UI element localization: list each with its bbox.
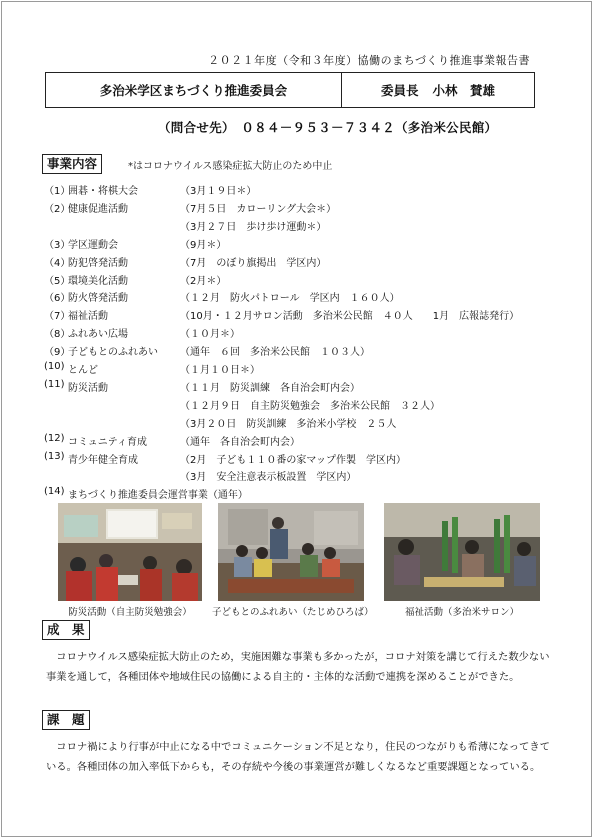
activity-number: (14) (44, 486, 65, 498)
report-title: ２０２１年度（令和３年度）協働のまちづくり推進事業報告書 (208, 54, 530, 67)
activity-number (44, 415, 68, 431)
activity-detail: （3月１９日＊） (180, 186, 257, 197)
activity-row (44, 325, 240, 341)
activity-number: (12) (44, 432, 65, 444)
activity-name: 環境美化活動 (68, 275, 128, 287)
activity-detail: （3月２７日 歩け歩け運動＊） (180, 221, 327, 233)
activity-row (44, 218, 326, 234)
header-table (45, 72, 535, 108)
activity-number: （4） (44, 257, 71, 269)
activity-name: まちづくり推進委員会運営事業（通年） (68, 490, 248, 502)
activity-name: 囲碁・将棋大会 (68, 186, 138, 197)
activity-row (44, 379, 360, 395)
activity-detail: （2月＊） (180, 275, 227, 287)
activity-name: 青少年健全育成 (68, 454, 138, 466)
activity-name (68, 415, 180, 431)
activity-number: （1） (44, 186, 71, 197)
activity-name (68, 468, 180, 484)
activity-detail: （１月１０日＊） (180, 365, 260, 376)
activity-detail: （2月 子ども１１０番の家マップ作製 学区内） (180, 454, 406, 466)
activity-row (44, 486, 248, 502)
activity-number: (13) (44, 450, 65, 462)
activity-name: とんど (68, 365, 98, 376)
photo-disaster-study (58, 503, 202, 601)
results-text: コロナウイルス感染症拡大防止のため，実施困難な事業も多かったが，コロナ対策を講じて行えた数少ない事業を通して，各種団体や地域住民の協働による自主的・主体的な活動で連携を深めることができた。 (46, 651, 550, 683)
activity-row (44, 200, 336, 216)
activity-name: 防犯啓発活動 (68, 257, 128, 269)
activity-row (44, 433, 300, 449)
activity-name: 防火啓発活動 (68, 293, 128, 305)
activity-name: 福祉活動 (68, 311, 108, 323)
activity-row (44, 236, 226, 252)
activities-note: *はコロナウイルス感染症拡大防止のため中止 (128, 161, 333, 172)
activity-number: （2） (44, 203, 71, 215)
activity-number: （9） (44, 347, 71, 359)
activity-detail: （10月・１２月サロン活動 多治米公民館 ４０人 1月 広報誌発行） (180, 311, 520, 323)
issues-heading: 課 題 (42, 710, 90, 730)
activity-number: （8） (44, 329, 71, 341)
photo-caption-3: 福祉活動（多治米サロン） (404, 607, 519, 618)
activity-number: （3） (44, 239, 71, 251)
activity-number (44, 397, 68, 413)
activity-detail: （通年 ６回 多治米公民館 １０３人） (180, 347, 370, 359)
activity-row (44, 307, 519, 323)
activity-number (44, 218, 68, 234)
activity-row (44, 451, 406, 467)
activity-row (44, 182, 256, 198)
activity-detail: （7月５日 カローリング大会＊） (180, 203, 337, 215)
activity-row (44, 272, 226, 288)
photo-children-event (218, 503, 364, 601)
activity-detail: （3月 安全注意表示板設置 学区内） (180, 472, 357, 484)
activity-number: （5） (44, 275, 71, 287)
photo-caption-2: 子どもとのふれあい（たじめひろば） (212, 607, 374, 618)
activity-name: 学区運動会 (68, 239, 118, 251)
results-heading: 成 果 (42, 620, 90, 640)
activity-detail: （3月２０日 防災訓練 多治米小学校 ２５人 (180, 418, 397, 430)
activity-name: 防災活動 (68, 382, 108, 394)
activities-heading: 事業内容 (42, 154, 102, 174)
activity-row (44, 289, 400, 305)
activity-detail: （１０月＊） (180, 329, 240, 341)
activity-number: (10) (44, 361, 65, 372)
activity-name (68, 397, 180, 413)
activity-number (44, 468, 68, 484)
activity-row (44, 361, 260, 377)
activity-detail: （通年 各自治会町内会） (180, 436, 300, 448)
chair-name: 小林 賛雄 (432, 83, 496, 98)
chair-cell (342, 73, 534, 107)
activity-number: （7） (44, 311, 71, 323)
activity-row (44, 397, 440, 413)
activity-detail: （１２月９日 自主防災勉強会 多治米公民館 ３２人） (180, 400, 440, 412)
activity-detail: （7月 のぼり旗掲出 学区内） (180, 257, 327, 269)
committee-name: 多治米学区まちづくり推進委員会 (46, 73, 342, 107)
activity-name: ふれあい広場 (68, 329, 128, 341)
activity-name: コミュニティ育成 (68, 436, 147, 448)
issues-text: コロナ禍により行事が中止になる中でコミュニケーション不足となり，住民のつながりも希薄になってきている。各種団体の加入率低下からも，その存続や今後の事業運営が難しくなるなど重要課題となっている。 (46, 741, 550, 773)
activity-row (44, 254, 326, 270)
photo-welfare-salon (384, 503, 540, 601)
contact-info: （問合せ先） ０８４－９５３－７３４２（多治米公民館） (158, 120, 498, 135)
photo-disaster-study-image (58, 503, 202, 601)
activity-row (44, 415, 396, 431)
activity-detail: （１１月 防災訓練 各自治会町内会） (180, 382, 360, 394)
activity-name: 健康促進活動 (68, 203, 128, 215)
chair-role: 委員長 (380, 83, 419, 98)
activity-number: (11) (44, 378, 65, 390)
activity-detail: （１２月 防火パトロール 学区内 １６０人） (180, 293, 400, 305)
photo-children-event-image (218, 503, 364, 601)
activity-name (68, 218, 180, 234)
activity-number: （6） (44, 293, 71, 305)
activity-row (44, 468, 356, 484)
photo-caption-1: 防災活動（自主防災勉強会） (68, 607, 192, 618)
activity-name: 子どもとのふれあい (68, 347, 158, 359)
activity-row (44, 343, 370, 359)
activity-detail: （9月＊） (180, 239, 227, 251)
photo-welfare-salon-image (384, 503, 540, 601)
